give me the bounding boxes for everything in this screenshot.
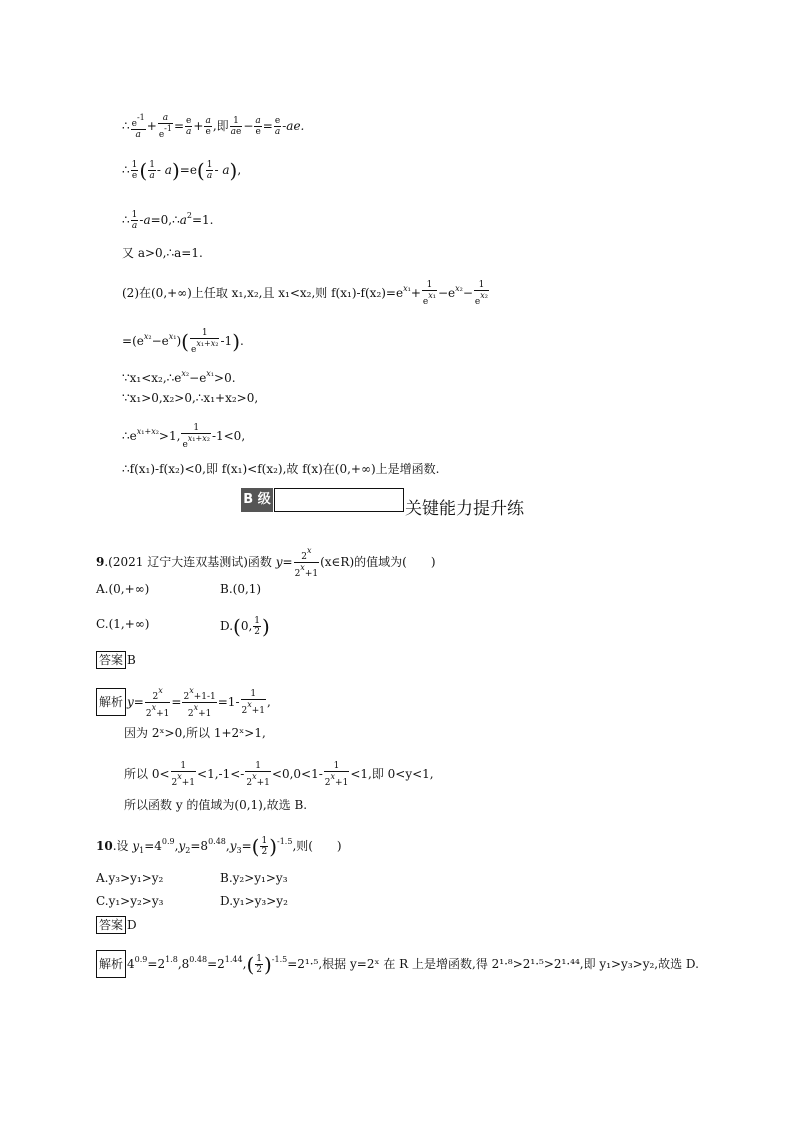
solution-line-1: ∴ $\frac{e-1}{a}$ + $\frac{a}{e-1}$ = $\frac{e}{a}$ + $\frac{a}{e}$ ,即 $\frac{1}{ae}$ − $\frac{a}{e}$ = $\frac{e}{a}$ -ae. <box>122 113 305 140</box>
solution-line-4: 又 a>0,∴a=1. <box>122 246 203 260</box>
q9-analysis-line2: 因为 2ˣ>0,所以 1+2ˣ>1, <box>124 726 266 740</box>
part2-intro: (2)在(0,+∞)上任取 x₁,x₂,且 x₁<x₂,则 $f(x_1)-f(x_2)=e^{x_1}+$ $\frac{1}{\text{ex₁}}$ $-e^{x_2}-$ $\frac{1}{\text{ex₂}}$ <box>122 280 488 307</box>
q9-analysis-line3: 所以 0< $\frac{1}{2x+1}$ <1,-1<- $\frac{1}{2x+1}$ <0,0<1- $\frac{1}{2x+1}$ <1,即 0<y<1, <box>124 761 434 788</box>
answer-label: 答案 <box>96 916 126 934</box>
solution-line-2: ∴ $\frac{1}{e}$ ( $\frac{1}{a}$ - a)=e( $\frac{1}{a}$ - a), <box>122 158 242 183</box>
section-blank-box <box>274 488 404 512</box>
analysis-label: 解析 <box>96 688 126 716</box>
q9-analysis-line1: 解析 y= $\frac{2x}{2x+1}$ = $\frac{2x+1-1}{2x+1}$ =1- $\frac{1}{2x+1}$ , <box>96 686 271 719</box>
q9-option-a: A.(0,+∞) <box>96 582 150 596</box>
q10-answer: 答案 D <box>96 916 137 934</box>
analysis-label: 解析 <box>96 950 126 978</box>
q10-option-c: C.y₁>y₂>y₃ <box>96 894 164 908</box>
q10-option-b: B.y₂>y₁>y₃ <box>220 871 288 885</box>
q9-stem: 9.(2021 辽宁大连双基测试)函数 y= $\frac{2x}{2x+1}$ (x∈R)的值域为( ) <box>96 546 436 579</box>
q10-option-a: A.y₃>y₁>y₂ <box>96 871 164 885</box>
section-title: 关键能力提升练 <box>405 499 524 519</box>
q10-analysis: 解析 $4^{0.9}=2^{1.8},8^{0.48}=2^{1.44}$,( $\frac{1}{2}$ )$^{-1.5}$=2¹·⁵,根据 y=2ˣ 在 R 上是增函数,得 2¹·⁸>2¹·⁵>2¹·⁴⁴,即 y₁>y₃>y₂,故选 D. <box>96 950 699 978</box>
part2-step2: ∵x₁>0,x₂>0,∴x₁+x₂>0, <box>122 391 259 405</box>
part2-step1: $\because x_1<x_2,\therefore e^{x_2}-e^{x_1}>0$. <box>122 369 236 385</box>
q9-option-b: B.(0,1) <box>220 582 262 596</box>
section-badge: B 级 <box>241 488 273 512</box>
section-header-box <box>241 488 403 512</box>
q9-option-c: C.(1,+∞) <box>96 617 150 631</box>
answer-label: 答案 <box>96 651 126 669</box>
q9-analysis-line4: 所以函数 y 的值域为(0,1),故选 B. <box>124 798 308 812</box>
part2-step3: $\therefore e^{x_1+x_2}>1$, $\frac{1}{\text{ex₁+x₂}}$ -1<0, <box>122 423 246 450</box>
q10-option-d: D.y₁>y₃>y₂ <box>220 894 288 908</box>
q10-stem: 10.设 $y_1=4^{0.9},y_2=8^{0.48},y_3=$( $\frac{1}{2}$ )$^{-1.5}$,则( ) <box>96 834 342 859</box>
solution-line-3: ∴ $\frac{1}{a}$ $-a=0,\therefore a^2=1$. <box>122 210 214 231</box>
part2-factored: $=(e^{x_2}-e^{x_1})$( $\frac{1}{\text{ex₁+x₂}}$ -1). <box>122 328 244 355</box>
part2-conclusion: ∴f(x₁)-f(x₂)<0,即 f(x₁)<f(x₂),故 f(x)在(0,+∞)上是增函数. <box>122 462 440 476</box>
q9-option-d: D.(0, $\frac{1}{2}$ ) <box>220 614 270 639</box>
q9-answer: 答案 B <box>96 651 136 669</box>
